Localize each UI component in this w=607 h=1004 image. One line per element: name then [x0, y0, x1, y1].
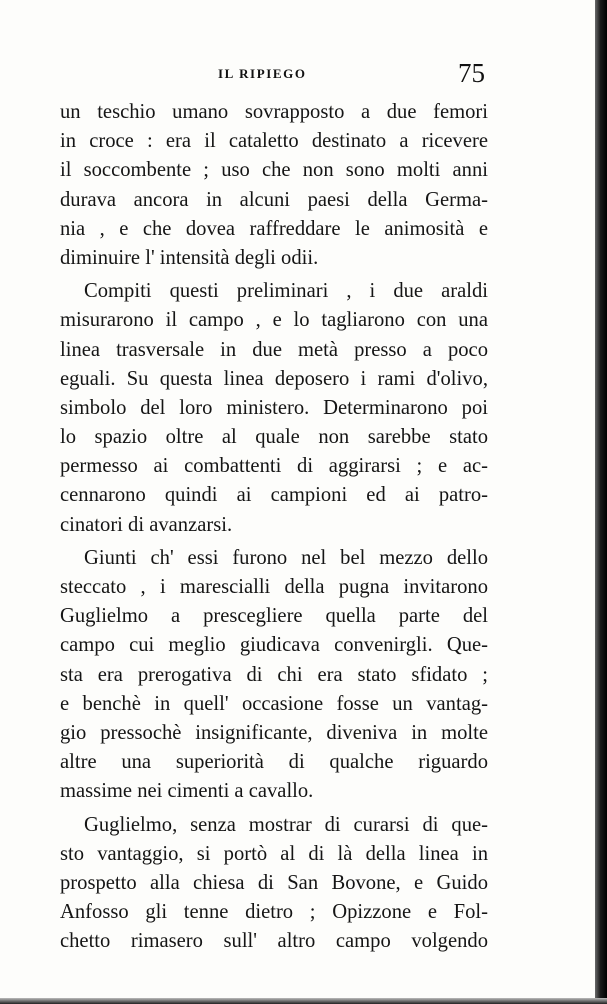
text-line: sto vantaggio, si portò al di là della linea in	[60, 842, 488, 865]
scan-edge-right	[595, 0, 607, 1004]
text-line: in croce : era il cataletto destinato a ricevere	[60, 130, 488, 153]
text-line: linea trasversale in due metà presso a poco	[60, 338, 488, 361]
paragraph	[60, 277, 488, 540]
paragraph	[60, 544, 488, 807]
text-line: chetto rimasero sull' altro campo volgendo	[60, 930, 488, 953]
text-line: misurarono il campo , e lo tagliarono con una	[60, 309, 488, 332]
page-number: 75	[458, 58, 485, 88]
paragraph	[60, 811, 488, 957]
text-line: eguali. Su questa linea deposero i rami d'olivo,	[60, 367, 488, 390]
text-line: nia , e che dovea raffreddare le animosità e	[60, 217, 488, 240]
text-line: altre una superiorità di qualche riguardo	[60, 751, 488, 774]
text-line: gio pressochè insignificante, diveniva in molte	[60, 721, 488, 744]
text-line: campo cui meglio giudicava convenirgli. Que-	[60, 634, 488, 657]
text-line: Guglielmo a prescegliere quella parte del	[60, 605, 488, 628]
text-line: cinatori di avanzarsi.	[60, 513, 233, 536]
text-line: cennarono quindi ai campioni ed ai patro-	[60, 484, 488, 507]
text-line: simbolo del loro ministero. Determinarono poi	[60, 396, 488, 419]
text-line: Compiti questi preliminari , i due araldi	[84, 280, 488, 303]
text-line: steccato , i marescialli della pugna invitarono	[60, 576, 488, 598]
text-line: Anfosso gli tenne dietro ; Opizzone e Fol-	[60, 901, 488, 924]
text-line: permesso ai combattenti di aggirarsi ; e ac-	[60, 455, 488, 478]
page-header	[0, 58, 607, 98]
text-line: Giunti ch' essi furono nel bel mezzo dello	[84, 546, 488, 569]
running-title: IL RIPIEGO	[218, 66, 307, 81]
paragraph	[60, 98, 488, 273]
text-line: prospetto alla chiesa di San Bovone, e Guido	[60, 871, 488, 894]
text-line: e benchè in quell' occasione fosse un vantag-	[60, 692, 488, 715]
text-line: lo spazio oltre al quale non sarebbe stato	[60, 426, 488, 449]
text-line: massime nei cimenti a cavallo.	[60, 780, 314, 803]
text-line: Guglielmo, senza mostrar di curarsi di que-	[84, 813, 488, 836]
body-text	[60, 98, 488, 956]
text-line: durava ancora in alcuni paesi della Germa-	[60, 188, 488, 211]
text-line: un teschio umano sovrapposto a due femori	[60, 101, 488, 123]
scan-edge-bottom	[0, 998, 607, 1004]
text-line: sta era prerogativa di chi era stato sfidato ;	[60, 663, 488, 686]
text-line: diminuire l' intensità degli odii.	[60, 246, 319, 269]
text-line: il soccombente ; uso che non sono molti anni	[60, 159, 488, 182]
